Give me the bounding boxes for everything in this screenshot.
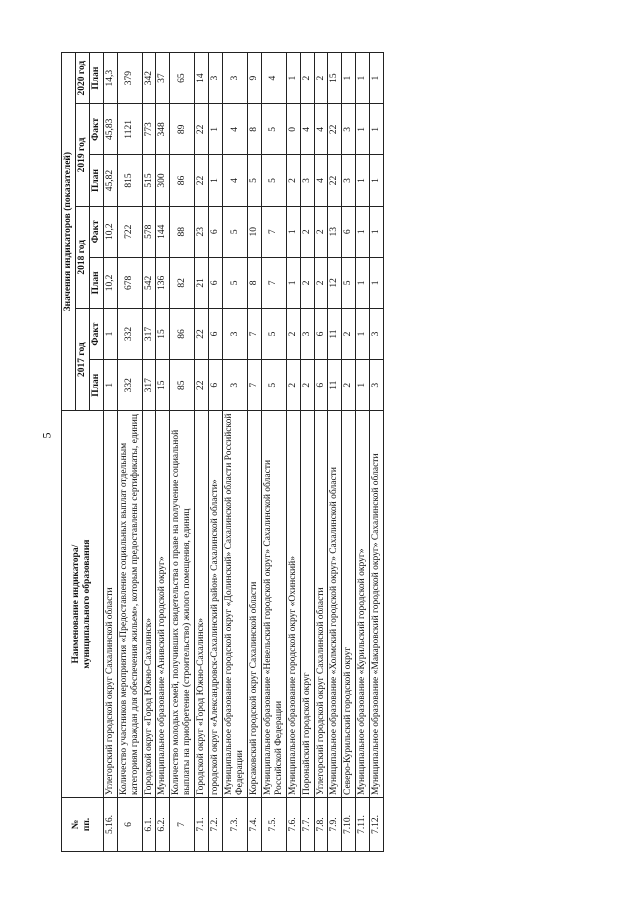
table-row <box>342 53 356 852</box>
value-cell: 22 <box>195 104 209 155</box>
value-cell: 5 <box>342 257 356 308</box>
value-cell: 2 <box>300 360 314 411</box>
row-name: Муниципальное образование «Анивский городской округ» <box>156 411 170 798</box>
value-cell: 332 <box>117 308 142 359</box>
header-name: Наименование индикатора/ муниципального образования <box>62 411 104 798</box>
table-body <box>103 53 383 852</box>
value-cell: 6 <box>209 257 223 308</box>
row-name: Городской округ «Город Южно-Сахалинск» <box>195 411 209 798</box>
value-cell: 1 <box>356 53 370 104</box>
value-cell: 1 <box>356 257 370 308</box>
value-cell: 1 <box>356 206 370 257</box>
value-cell: 722 <box>117 206 142 257</box>
table-row <box>117 53 142 852</box>
header-year-2018: 2018 год <box>75 206 89 308</box>
row-name: Количество молодых семей, получивших свидетельства о праве на получение социальной выплаты на приобретение (строительство) жилого помещения, единиц <box>170 411 195 798</box>
table-row <box>247 53 261 852</box>
row-number: 5.16. <box>103 797 117 851</box>
value-cell: 2 <box>342 360 356 411</box>
table-row <box>195 53 209 852</box>
value-cell: 11 <box>328 360 342 411</box>
value-cell: 136 <box>156 257 170 308</box>
table-row <box>370 53 384 852</box>
row-number: 6.1. <box>142 797 156 851</box>
value-cell: 1 <box>342 53 356 104</box>
value-cell: 45,83 <box>103 104 117 155</box>
value-cell: 21 <box>195 257 209 308</box>
value-cell: 3 <box>209 53 223 104</box>
table-row <box>328 53 342 852</box>
row-number: 7.12. <box>370 797 384 851</box>
value-cell: 88 <box>170 206 195 257</box>
value-cell: 9 <box>247 53 261 104</box>
row-name: Углегорский городской округ Сахалинской области <box>314 411 328 798</box>
value-cell: 3 <box>223 360 248 411</box>
value-cell: 1 <box>103 308 117 359</box>
value-cell: 14,3 <box>103 53 117 104</box>
value-cell: 4 <box>223 104 248 155</box>
value-cell: 3 <box>300 155 314 206</box>
value-cell: 773 <box>142 104 156 155</box>
value-cell: 1 <box>370 53 384 104</box>
value-cell: 5 <box>223 257 248 308</box>
value-cell: 1 <box>370 257 384 308</box>
value-cell: 7 <box>261 257 286 308</box>
value-cell: 542 <box>142 257 156 308</box>
value-cell: 4 <box>314 155 328 206</box>
value-cell: 15 <box>156 308 170 359</box>
indicators-table <box>61 52 384 852</box>
value-cell: 1 <box>209 155 223 206</box>
value-cell: 1 <box>286 206 300 257</box>
row-number: 7.9. <box>328 797 342 851</box>
value-cell: 2 <box>342 308 356 359</box>
header-plan: План <box>89 155 103 206</box>
value-cell: 85 <box>170 360 195 411</box>
value-cell: 2 <box>314 53 328 104</box>
header-plan: План <box>89 360 103 411</box>
value-cell: 2 <box>286 308 300 359</box>
row-number: 6 <box>117 797 142 851</box>
value-cell: 22 <box>328 104 342 155</box>
value-cell: 3 <box>223 53 248 104</box>
row-name: Корсаковский городской округ Сахалинской области <box>247 411 261 798</box>
value-cell: 5 <box>247 155 261 206</box>
value-cell: 2 <box>286 155 300 206</box>
table-row <box>286 53 300 852</box>
value-cell: 8 <box>247 257 261 308</box>
row-number: 7.7. <box>300 797 314 851</box>
value-cell: 1 <box>356 308 370 359</box>
value-cell: 3 <box>370 360 384 411</box>
value-cell: 5 <box>261 104 286 155</box>
value-cell: 23 <box>195 206 209 257</box>
value-cell: 6 <box>342 206 356 257</box>
value-cell: 3 <box>223 308 248 359</box>
value-cell: 5 <box>261 360 286 411</box>
row-name: Муниципальное образование «Макаровский городской округ» Сахалинской области <box>370 411 384 798</box>
value-cell: 2 <box>300 53 314 104</box>
value-cell: 7 <box>247 308 261 359</box>
row-number: 7.2. <box>209 797 223 851</box>
table-row <box>142 53 156 852</box>
row-number: 7.8. <box>314 797 328 851</box>
row-name: Муниципальное образование «Невельский городской округ» Сахалинской области Российской Федерации <box>261 411 286 798</box>
value-cell: 22 <box>328 155 342 206</box>
table-row <box>156 53 170 852</box>
value-cell: 7 <box>247 360 261 411</box>
value-cell: 317 <box>142 360 156 411</box>
row-name: Углегорский городской округ Сахалинской области <box>103 411 117 798</box>
header-year-2020: 2020 год <box>75 53 89 104</box>
row-number: 7 <box>170 797 195 851</box>
value-cell: 1 <box>286 257 300 308</box>
value-cell: 4 <box>314 104 328 155</box>
row-number: 7.11. <box>356 797 370 851</box>
row-name: Поронайский городской округ <box>300 411 314 798</box>
row-number: 7.3. <box>223 797 248 851</box>
value-cell: 578 <box>142 206 156 257</box>
rotated-table-container <box>61 52 579 852</box>
value-cell: 815 <box>117 155 142 206</box>
value-cell: 4 <box>261 53 286 104</box>
value-cell: 342 <box>142 53 156 104</box>
value-cell: 317 <box>142 308 156 359</box>
value-cell: 12 <box>328 257 342 308</box>
value-cell: 3 <box>342 104 356 155</box>
value-cell: 3 <box>370 308 384 359</box>
value-cell: 144 <box>156 206 170 257</box>
value-cell: 348 <box>156 104 170 155</box>
value-cell: 65 <box>170 53 195 104</box>
header-year-2019: 2019 год <box>75 104 89 206</box>
value-cell: 82 <box>170 257 195 308</box>
value-cell: 5 <box>261 308 286 359</box>
value-cell: 14 <box>195 53 209 104</box>
value-cell: 1 <box>103 360 117 411</box>
row-number: 7.4. <box>247 797 261 851</box>
value-cell: 4 <box>300 104 314 155</box>
value-cell: 13 <box>328 206 342 257</box>
row-number: 6.2. <box>156 797 170 851</box>
value-cell: 332 <box>117 360 142 411</box>
value-cell: 7 <box>261 206 286 257</box>
value-cell: 6 <box>314 360 328 411</box>
row-number: 7.6. <box>286 797 300 851</box>
value-cell: 1 <box>356 360 370 411</box>
value-cell: 22 <box>195 308 209 359</box>
row-name: Муниципальное образование городской округ «Охинский» <box>286 411 300 798</box>
value-cell: 15 <box>156 360 170 411</box>
header-plan: План <box>89 53 103 104</box>
value-cell: 22 <box>195 155 209 206</box>
value-cell: 10,2 <box>103 257 117 308</box>
value-cell: 5 <box>261 155 286 206</box>
value-cell: 10,2 <box>103 206 117 257</box>
value-cell: 10 <box>247 206 261 257</box>
row-name: Муниципальное образование городской округ «Долинский» Сахалинской области Российской Федерации <box>223 411 248 798</box>
value-cell: 11 <box>328 308 342 359</box>
value-cell: 1 <box>370 104 384 155</box>
page-number: 5 <box>39 432 54 439</box>
value-cell: 37 <box>156 53 170 104</box>
row-name: городской округ «Александровск-Сахалинский район» Сахалинской области» <box>209 411 223 798</box>
value-cell: 2 <box>314 206 328 257</box>
value-cell: 6 <box>209 308 223 359</box>
value-cell: 6 <box>209 206 223 257</box>
row-name: Городской округ «Город Южно-Сахалинск» <box>142 411 156 798</box>
value-cell: 1 <box>370 155 384 206</box>
table-row <box>223 53 248 852</box>
value-cell: 2 <box>300 257 314 308</box>
value-cell: 6 <box>314 308 328 359</box>
table-row <box>103 53 117 852</box>
value-cell: 15 <box>328 53 342 104</box>
row-name: Муниципальное образование «Холмский городской округ» Сахалинской области <box>328 411 342 798</box>
value-cell: 379 <box>117 53 142 104</box>
value-cell: 1 <box>209 104 223 155</box>
table-row <box>261 53 286 852</box>
value-cell: 8 <box>247 104 261 155</box>
value-cell: 86 <box>170 308 195 359</box>
table-row <box>314 53 328 852</box>
header-fact: Факт <box>89 308 103 359</box>
value-cell: 1 <box>370 206 384 257</box>
header-fact: Факт <box>89 206 103 257</box>
value-cell: 3 <box>300 308 314 359</box>
table-header <box>62 53 104 852</box>
header-plan: План <box>89 257 103 308</box>
value-cell: 1 <box>356 155 370 206</box>
table-row <box>300 53 314 852</box>
value-cell: 6 <box>209 360 223 411</box>
value-cell: 2 <box>300 206 314 257</box>
header-group: Значения индикаторов (показателей) <box>62 53 76 411</box>
table-row <box>209 53 223 852</box>
row-number: 7.1. <box>195 797 209 851</box>
row-name: Количество участников мероприятия «Предоставление социальных выплат отдельным категориям граждан для обеспечения жильем», которым предоставлены сертификаты, единиц <box>117 411 142 798</box>
value-cell: 1 <box>356 104 370 155</box>
header-fact: Факт <box>89 104 103 155</box>
value-cell: 22 <box>195 360 209 411</box>
value-cell: 3 <box>342 155 356 206</box>
header-year-2017: 2017 год <box>75 308 89 410</box>
value-cell: 0 <box>286 104 300 155</box>
value-cell: 89 <box>170 104 195 155</box>
value-cell: 1121 <box>117 104 142 155</box>
row-name: Муниципальное образование «Курильский городской округ» <box>356 411 370 798</box>
table-row <box>170 53 195 852</box>
table-row <box>356 53 370 852</box>
row-number: 7.10. <box>342 797 356 851</box>
value-cell: 2 <box>314 257 328 308</box>
row-number: 7.5. <box>261 797 286 851</box>
header-num: № пп. <box>62 797 104 851</box>
value-cell: 5 <box>223 206 248 257</box>
value-cell: 86 <box>170 155 195 206</box>
value-cell: 4 <box>223 155 248 206</box>
value-cell: 300 <box>156 155 170 206</box>
value-cell: 678 <box>117 257 142 308</box>
value-cell: 1 <box>286 53 300 104</box>
value-cell: 45,82 <box>103 155 117 206</box>
value-cell: 515 <box>142 155 156 206</box>
row-name: Северо-Курильский городской округ <box>342 411 356 798</box>
value-cell: 2 <box>286 360 300 411</box>
